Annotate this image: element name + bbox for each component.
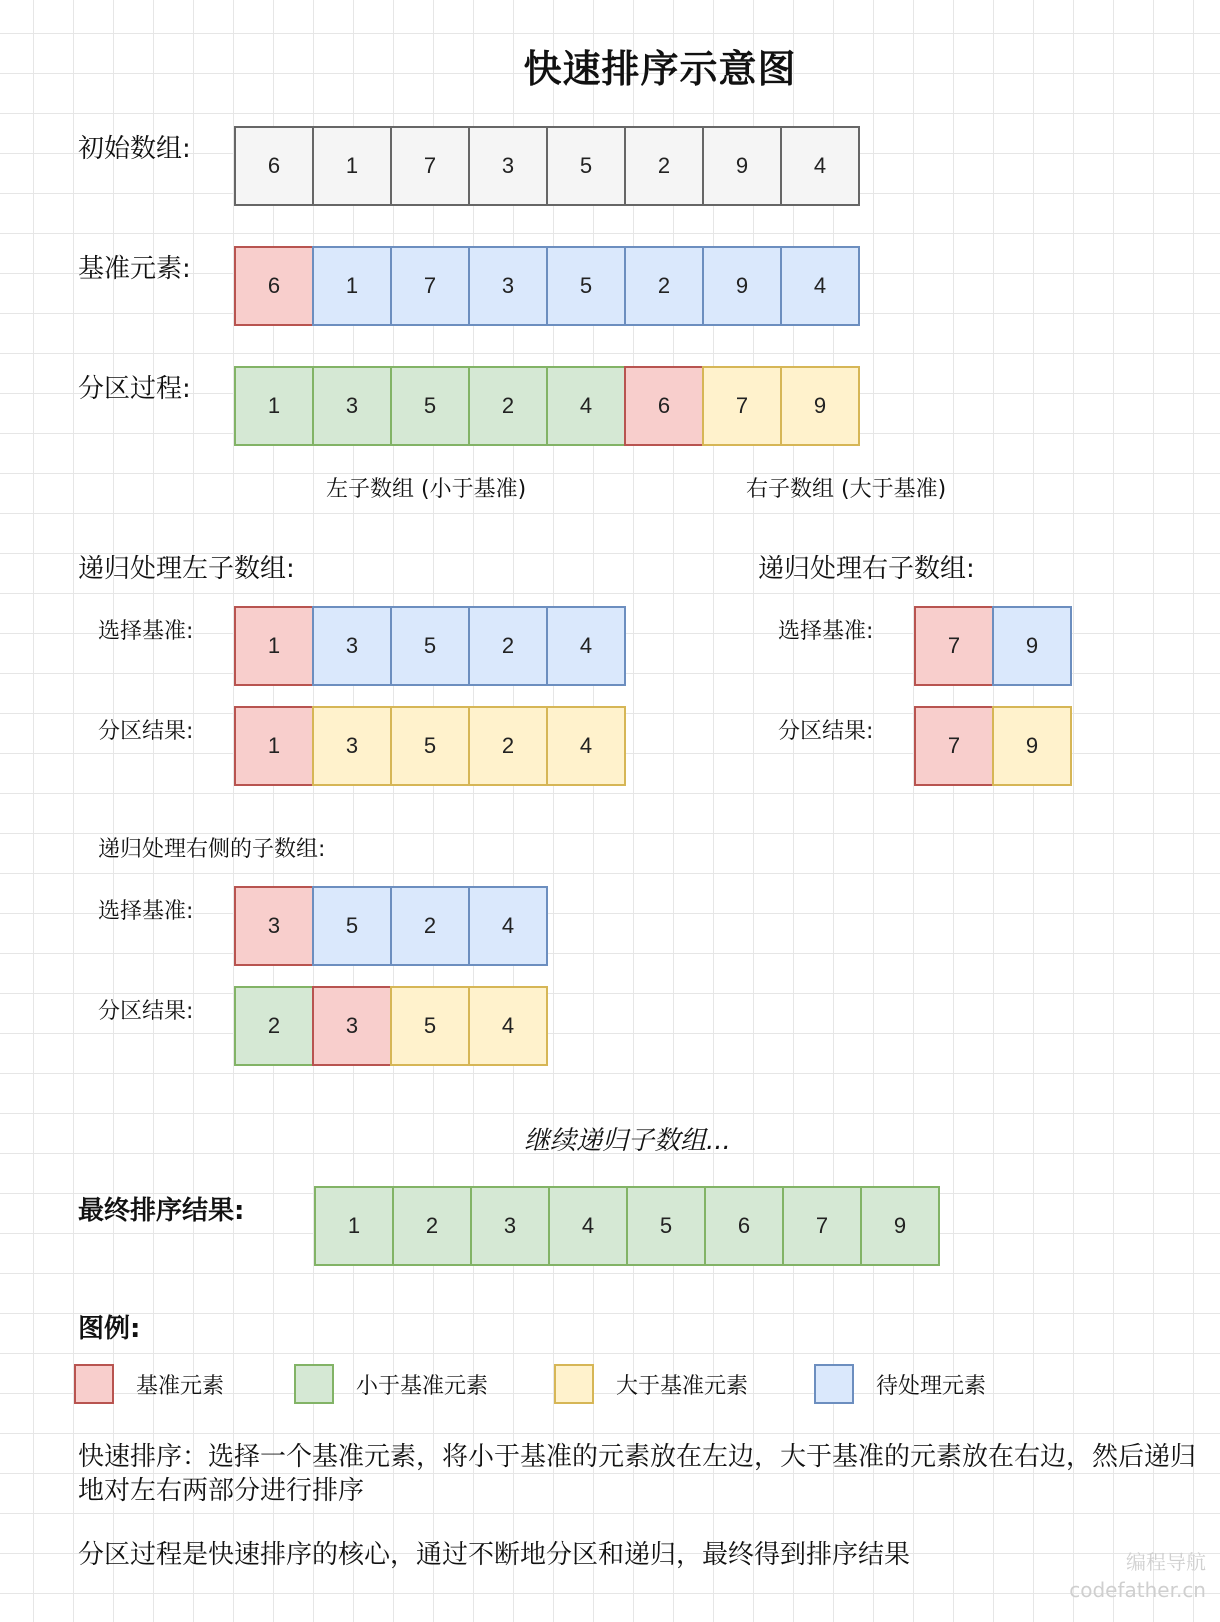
legend-title: 图例: [78,1314,141,1344]
left-select-pivot-array-cell-2: 3 [312,606,392,686]
initial-array-cell-3: 7 [390,126,470,206]
pivot-array-cell-6: 2 [624,246,704,326]
legend-label-pending: 待处理元素 [876,1373,987,1399]
initial-array-cell-8: 4 [780,126,860,206]
rs-partition-result-array-cell-4: 4 [468,986,548,1066]
legend-label-larger: 大于基准元素 [616,1373,749,1399]
right-subarray-caption: 右子数组 (大于基准) [746,477,947,502]
smaller-swatch [294,1364,334,1404]
partition-array-cell-3: 5 [390,366,470,446]
rs-partition-result-array-cell-1: 2 [234,986,314,1066]
partition-array-cell-5: 4 [546,366,626,446]
left-select-pivot-array-cell-4: 2 [468,606,548,686]
initial-array-cell-5: 5 [546,126,626,206]
pivot-array-cell-8: 4 [780,246,860,326]
left-partition-result-array-cell-4: 2 [468,706,548,786]
initial-array-cell-4: 3 [468,126,548,206]
partition-array-cell-4: 2 [468,366,548,446]
rs-partition-result-array-cell-3: 5 [390,986,470,1066]
right-recursion-heading: 递归处理右子数组: [758,554,975,584]
left-partition-result-array-cell-5: 4 [546,706,626,786]
partition-array [234,366,858,446]
pivot-array-cell-3: 7 [390,246,470,326]
partition-array-cell-7: 7 [702,366,782,446]
watermark-line-1: 编程导航 [1126,1550,1206,1574]
final-sorted-array-cell-6: 6 [704,1186,784,1266]
initial-array-cell-2: 1 [312,126,392,206]
pending-swatch [814,1364,854,1404]
final-sorted-array-cell-8: 9 [860,1186,940,1266]
final-sorted-array-cell-1: 1 [314,1186,394,1266]
final-result-label: 最终排序结果: [78,1196,245,1226]
initial-array [234,126,858,206]
partition-array-cell-8: 9 [780,366,860,446]
rs-partition-result-array-cell-2: 3 [312,986,392,1066]
partition-label: 分区过程: [78,374,191,404]
initial-array-label: 初始数组: [78,134,191,164]
rs-select-pivot-array-cell-1: 3 [234,886,314,966]
legend-item-larger [554,1364,748,1404]
rs-partition-result-array [234,986,546,1066]
initial-array-cell-1: 6 [234,126,314,206]
rs-select-pivot-array-cell-4: 4 [468,886,548,966]
partition-array-cell-2: 3 [312,366,392,446]
rs-select-pivot-array-cell-2: 5 [312,886,392,966]
left-partition-result-array [234,706,624,786]
pivot-swatch [74,1364,114,1404]
pivot-array-cell-5: 5 [546,246,626,326]
right-partition-result-array-cell-2: 9 [992,706,1072,786]
right-select-pivot-array [914,606,1070,686]
left-recursion-heading: 递归处理左子数组: [78,554,295,584]
initial-array-cell-6: 2 [624,126,704,206]
watermark [1069,1548,1206,1604]
partition-array-cell-1: 1 [234,366,314,446]
legend-label-smaller: 小于基准元素 [356,1373,489,1399]
right-side-recursion-heading: 递归处理右侧的子数组: [98,837,326,862]
left-partition-result-array-cell-2: 3 [312,706,392,786]
rs-partition-result-label: 分区结果: [98,999,194,1024]
rs-select-pivot-array [234,886,546,966]
final-sorted-array-cell-7: 7 [782,1186,862,1266]
pivot-array-cell-4: 3 [468,246,548,326]
larger-swatch [554,1364,594,1404]
pivot-array-cell-7: 9 [702,246,782,326]
left-select-pivot-array-cell-1: 1 [234,606,314,686]
final-sorted-array [314,1186,938,1266]
right-partition-result-array [914,706,1070,786]
legend-item-smaller [294,1364,488,1404]
pivot-array-cell-2: 1 [312,246,392,326]
right-select-pivot-label: 选择基准: [778,619,874,644]
right-select-pivot-array-cell-2: 9 [992,606,1072,686]
left-select-pivot-label: 选择基准: [98,619,194,644]
rs-select-pivot-label: 选择基准: [98,899,194,924]
right-partition-result-label: 分区结果: [778,719,874,744]
watermark-line-2: codefather.cn [1069,1578,1206,1602]
left-partition-result-label: 分区结果: [98,719,194,744]
left-select-pivot-array-cell-5: 4 [546,606,626,686]
initial-array-cell-7: 9 [702,126,782,206]
pivot-array-cell-1: 6 [234,246,314,326]
left-select-pivot-array-cell-3: 5 [390,606,470,686]
left-subarray-caption: 左子数组 (小于基准) [326,477,527,502]
final-sorted-array-cell-5: 5 [626,1186,706,1266]
final-sorted-array-cell-2: 2 [392,1186,472,1266]
pivot-element-label: 基准元素: [78,254,191,284]
final-sorted-array-cell-4: 4 [548,1186,628,1266]
description-paragraph-1: 快速排序：选择一个基准元素，将小于基准的元素放在左边，大于基准的元素放在右边，然后递归地对左右两部分进行排序 [78,1442,1197,1506]
partition-array-cell-6: 6 [624,366,704,446]
right-select-pivot-array-cell-1: 7 [914,606,994,686]
continue-recursion-text: 继续递归子数组... [524,1126,731,1156]
left-partition-result-array-cell-1: 1 [234,706,314,786]
legend-label-pivot: 基准元素 [136,1373,225,1399]
final-sorted-array-cell-3: 3 [470,1186,550,1266]
left-partition-result-array-cell-3: 5 [390,706,470,786]
pivot-array [234,246,858,326]
right-partition-result-array-cell-1: 7 [914,706,994,786]
legend-item-pending [814,1364,986,1404]
legend [74,1364,1194,1406]
rs-select-pivot-array-cell-3: 2 [390,886,470,966]
left-select-pivot-array [234,606,624,686]
description-paragraph-2: 分区过程是快速排序的核心，通过不断地分区和递归，最终得到排序结果 [78,1540,911,1570]
legend-item-pivot [74,1364,224,1404]
diagram-title: 快速排序示意图 [523,47,797,91]
